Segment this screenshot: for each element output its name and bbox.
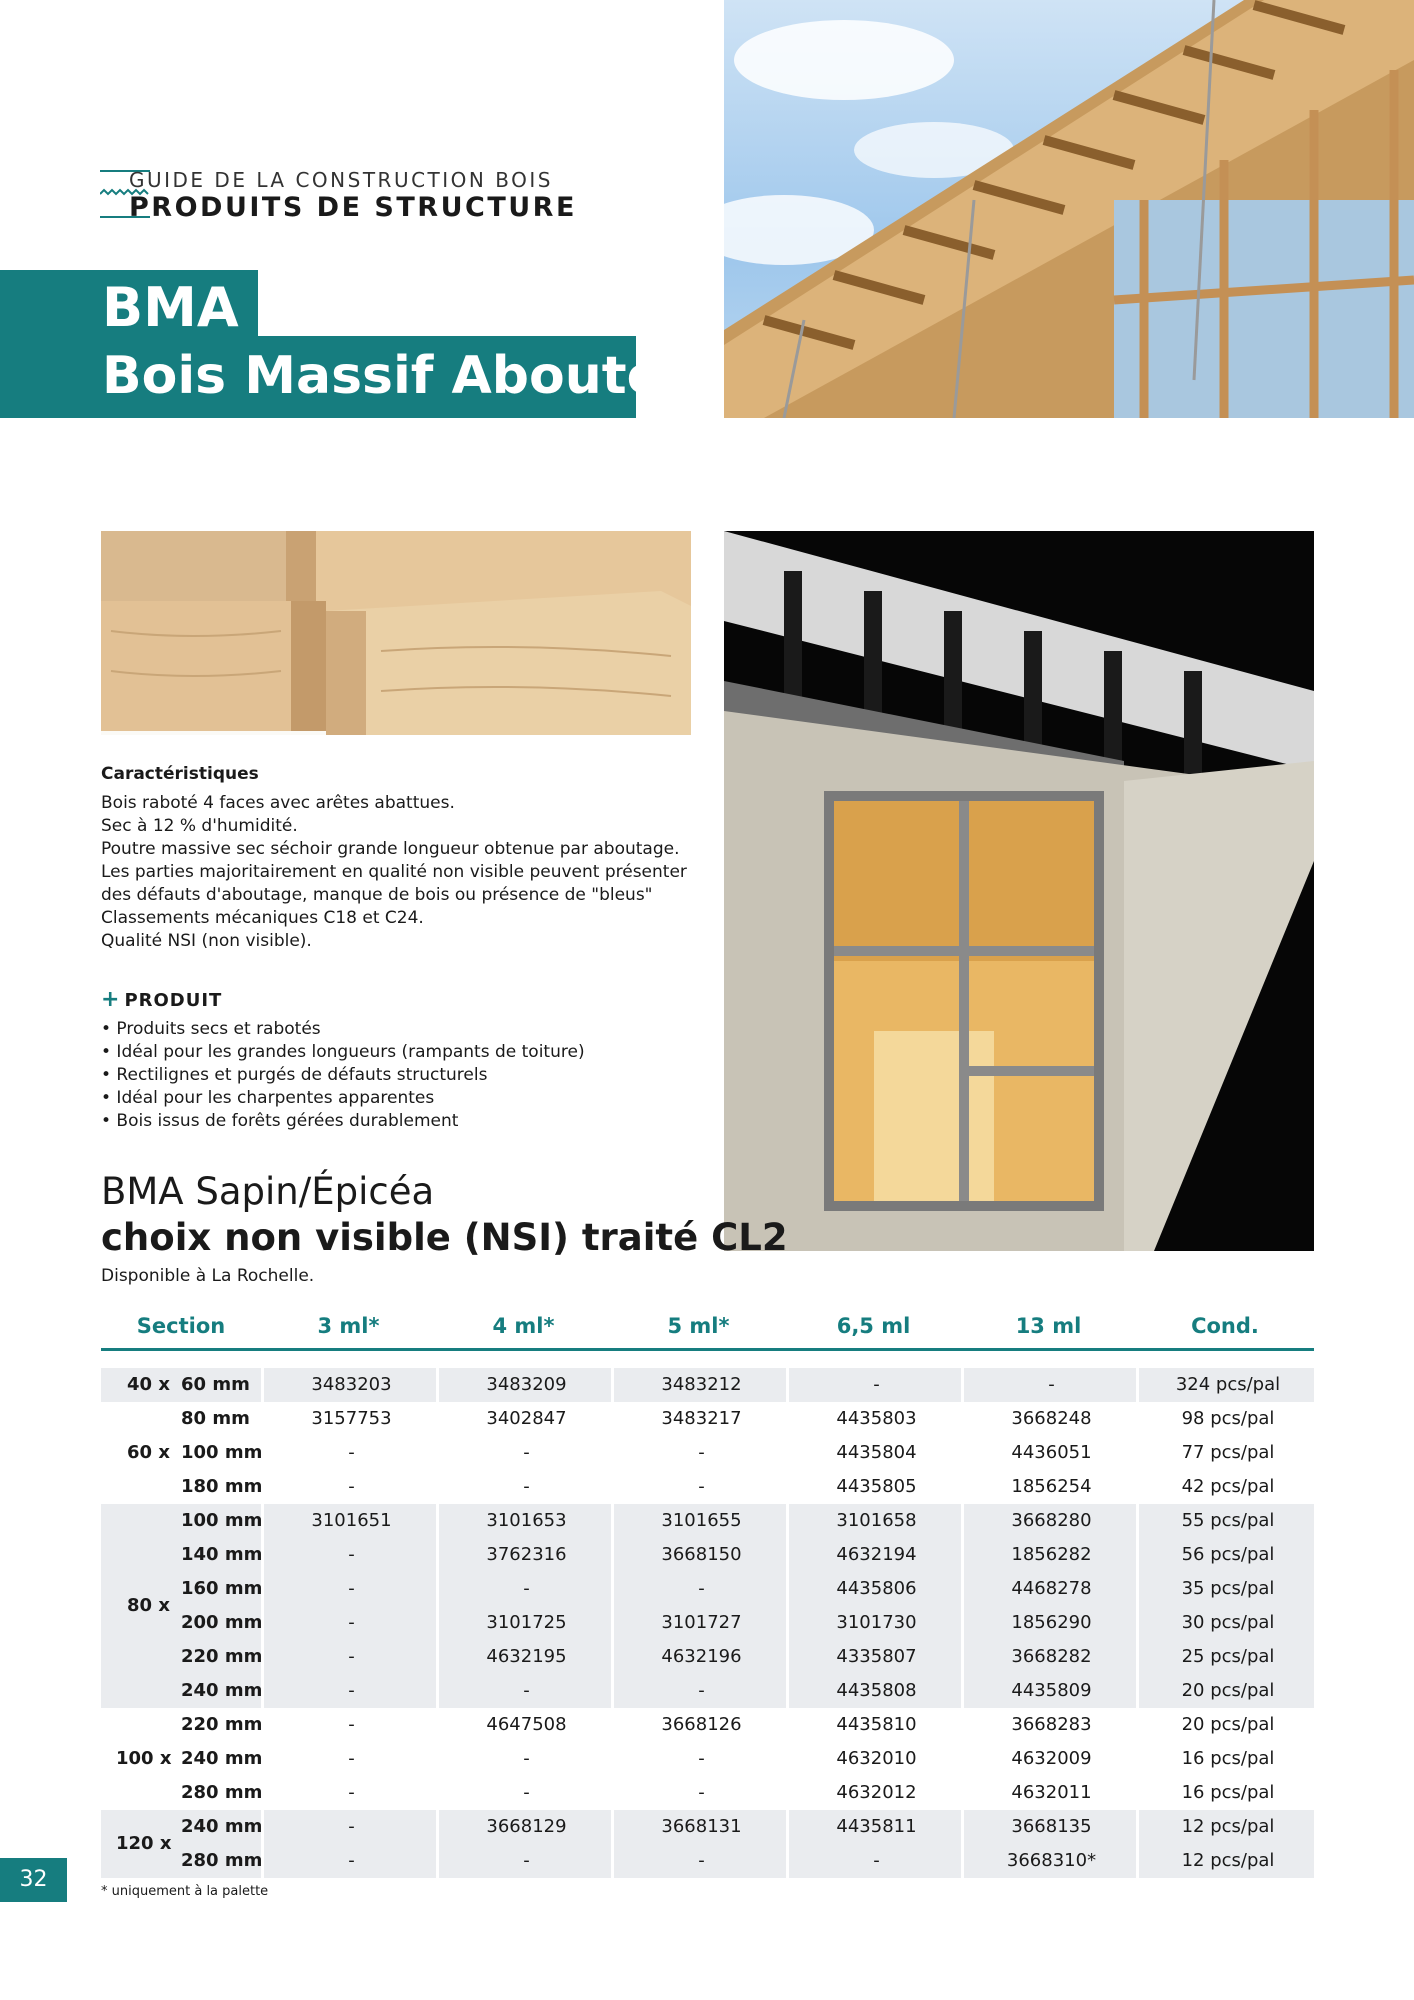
dimension-cell: 240 mm — [181, 1748, 263, 1769]
table-cell: - — [261, 1436, 439, 1470]
table-cell: 324 pcs/pal — [1136, 1368, 1317, 1402]
table-row — [101, 1810, 1314, 1844]
list-item: • Produits secs et rabotés — [101, 1019, 321, 1039]
dimension-cell: 100 mm — [181, 1510, 263, 1531]
table-row — [101, 1640, 1314, 1674]
dimension-cell: 160 mm — [181, 1578, 263, 1599]
dimension-cell: 100 mm — [181, 1442, 263, 1463]
table-cell: 3101730 — [786, 1606, 964, 1640]
table-cell: 3157753 — [261, 1402, 439, 1436]
table-cell: 98 pcs/pal — [1136, 1402, 1317, 1436]
table-cell: 3101651 — [261, 1504, 439, 1538]
table-cell: 3668310* — [961, 1844, 1139, 1878]
table-row — [101, 1844, 1314, 1878]
table-cell: 25 pcs/pal — [1136, 1640, 1317, 1674]
table-cell: - — [611, 1470, 789, 1504]
table-cell: 4435809 — [961, 1674, 1139, 1708]
table-cell: - — [261, 1708, 439, 1742]
header-4ml: 4 ml* — [492, 1314, 555, 1338]
table-cell: 55 pcs/pal — [1136, 1504, 1317, 1538]
table-cell: 3668129 — [436, 1810, 614, 1844]
section-width-label: 100 x — [116, 1748, 172, 1769]
table-cell: - — [261, 1640, 439, 1674]
table-cell: - — [261, 1742, 439, 1776]
dimension-cell: 80 mm — [181, 1408, 250, 1429]
table-cell: 3483209 — [436, 1368, 614, 1402]
list-item: • Rectilignes et purgés de défauts structurels — [101, 1065, 488, 1085]
table-cell: 4632195 — [436, 1640, 614, 1674]
page-subtitle: Bois Massif Abouté — [102, 346, 662, 406]
lumber-beams-photo — [101, 531, 691, 735]
table-cell: 4335807 — [786, 1640, 964, 1674]
dimension-cell: 240 mm — [181, 1816, 263, 1837]
table-cell: 4436051 — [961, 1436, 1139, 1470]
table-cell: - — [436, 1742, 614, 1776]
window-facade-photo — [724, 531, 1314, 1251]
table-row — [101, 1504, 1314, 1538]
section-width-label: 40 x — [127, 1374, 170, 1395]
table-row — [101, 1742, 1314, 1776]
table-cell: - — [436, 1844, 614, 1878]
table-cell: 4632196 — [611, 1640, 789, 1674]
header-5ml: 5 ml* — [667, 1314, 730, 1338]
table-cell: 30 pcs/pal — [1136, 1606, 1317, 1640]
table-cell: 4435803 — [786, 1402, 964, 1436]
table-cell: - — [261, 1606, 439, 1640]
dimension-cell: 240 mm — [181, 1680, 263, 1701]
table-cell: - — [261, 1572, 439, 1606]
table-row — [101, 1470, 1314, 1504]
dimension-cell: 180 mm — [181, 1476, 263, 1497]
table-cell: 3668280 — [961, 1504, 1139, 1538]
table-row — [101, 1436, 1314, 1470]
characteristics-heading: Caractéristiques — [101, 764, 259, 784]
table-cell: 3101658 — [786, 1504, 964, 1538]
table-cell: 12 pcs/pal — [1136, 1810, 1317, 1844]
characteristics-line: Poutre massive sec séchoir grande longueur obtenue par aboutage. — [101, 839, 680, 859]
table-cell: 4435806 — [786, 1572, 964, 1606]
table-cell: - — [786, 1844, 964, 1878]
list-item: • Bois issus de forêts gérées durablement — [101, 1111, 459, 1131]
table-cell: 3668135 — [961, 1810, 1139, 1844]
dimension-cell: 140 mm — [181, 1544, 263, 1565]
section-label: PRODUITS DE STRUCTURE — [129, 192, 577, 223]
table-cell: 4435811 — [786, 1810, 964, 1844]
list-item: • Idéal pour les grandes longueurs (rampants de toiture) — [101, 1042, 585, 1062]
product-list — [101, 1018, 585, 1133]
characteristics-line: Sec à 12 % d'humidité. — [101, 816, 298, 836]
table-cell: 4632010 — [786, 1742, 964, 1776]
table-row — [101, 1776, 1314, 1810]
table-cell: - — [611, 1742, 789, 1776]
table-cell: 12 pcs/pal — [1136, 1844, 1317, 1878]
table-cell: 4435808 — [786, 1674, 964, 1708]
table-cell: - — [436, 1572, 614, 1606]
dimension-cell: 220 mm — [181, 1714, 263, 1735]
table-row — [101, 1572, 1314, 1606]
table-cell: 3668131 — [611, 1810, 789, 1844]
table-subtitle: choix non visible (NSI) traité CL2 — [101, 1216, 788, 1259]
table-cell: 20 pcs/pal — [1136, 1674, 1317, 1708]
availability-note: Disponible à La Rochelle. — [101, 1266, 315, 1286]
product-heading-label: PRODUIT — [124, 990, 223, 1011]
characteristics-line: Bois raboté 4 faces avec arêtes abattues. — [101, 793, 455, 813]
table-cell: 4435804 — [786, 1436, 964, 1470]
table-cell: 4632009 — [961, 1742, 1139, 1776]
table-cell: 4468278 — [961, 1572, 1139, 1606]
table-cell: 3762316 — [436, 1538, 614, 1572]
dimension-cell: 200 mm — [181, 1612, 263, 1633]
dimension-cell: 280 mm — [181, 1782, 263, 1803]
table-row — [101, 1606, 1314, 1640]
table-cell: 3101725 — [436, 1606, 614, 1640]
page-number: 32 — [0, 1858, 67, 1902]
table-cell: 3668248 — [961, 1402, 1139, 1436]
table-cell: 3101653 — [436, 1504, 614, 1538]
section-width-label: 120 x — [116, 1833, 172, 1854]
list-item: • Idéal pour les charpentes apparentes — [101, 1088, 435, 1108]
table-cell: 3402847 — [436, 1402, 614, 1436]
table-cell: - — [261, 1776, 439, 1810]
dimension-cell: 280 mm — [181, 1850, 263, 1871]
table-cell: - — [611, 1674, 789, 1708]
dimension-cell: 220 mm — [181, 1646, 263, 1667]
table-cell: - — [786, 1368, 964, 1402]
dimension-cell: 60 mm — [181, 1374, 250, 1395]
table-cell: - — [436, 1674, 614, 1708]
table-cell: 4632011 — [961, 1776, 1139, 1810]
table-cell: 3668126 — [611, 1708, 789, 1742]
table-cell: - — [261, 1810, 439, 1844]
table-cell: 16 pcs/pal — [1136, 1742, 1317, 1776]
table-cell: 35 pcs/pal — [1136, 1572, 1317, 1606]
table-header — [101, 1312, 1314, 1351]
table-cell: 1856282 — [961, 1538, 1139, 1572]
table-cell: 4632194 — [786, 1538, 964, 1572]
table-cell: 3483217 — [611, 1402, 789, 1436]
table-row — [101, 1368, 1314, 1402]
section-width-label: 60 x — [127, 1442, 170, 1463]
table-cell: 3668282 — [961, 1640, 1139, 1674]
table-cell: - — [961, 1368, 1139, 1402]
table-cell: 3101727 — [611, 1606, 789, 1640]
table-cell: - — [261, 1470, 439, 1504]
table-cell: 1856254 — [961, 1470, 1139, 1504]
characteristics-text — [101, 792, 701, 953]
section-width-label: 80 x — [127, 1595, 170, 1616]
table-cell: 4435805 — [786, 1470, 964, 1504]
table-cell: 3668150 — [611, 1538, 789, 1572]
table-cell: 16 pcs/pal — [1136, 1776, 1317, 1810]
characteristics-line: des défauts d'aboutage, manque de bois ou présence de "bleus" — [101, 885, 653, 905]
header-13ml: 13 ml — [1015, 1314, 1082, 1338]
table-cell: - — [436, 1436, 614, 1470]
table-cell: 4647508 — [436, 1708, 614, 1742]
guide-label: GUIDE DE LA CONSTRUCTION BOIS — [129, 168, 553, 192]
table-cell: - — [261, 1844, 439, 1878]
plus-icon: + — [101, 987, 121, 1012]
characteristics-line: Qualité NSI (non visible). — [101, 931, 312, 951]
table-cell: - — [611, 1436, 789, 1470]
table-cell: - — [611, 1572, 789, 1606]
table-cell: 42 pcs/pal — [1136, 1470, 1317, 1504]
table-row — [101, 1402, 1314, 1436]
table-row — [101, 1708, 1314, 1742]
header-section: Section — [136, 1314, 226, 1338]
table-cell: 4435810 — [786, 1708, 964, 1742]
table-cell: - — [611, 1844, 789, 1878]
table-cell: 77 pcs/pal — [1136, 1436, 1317, 1470]
table-cell: 3483203 — [261, 1368, 439, 1402]
roof-overhang-photo — [724, 0, 1414, 418]
table-cell: 4632012 — [786, 1776, 964, 1810]
table-cell: - — [436, 1470, 614, 1504]
page-title: BMA — [102, 276, 239, 339]
header-cond: Cond. — [1191, 1314, 1259, 1338]
header-6-5ml: 6,5 ml — [836, 1314, 911, 1338]
product-heading — [101, 987, 222, 1012]
table-cell: 1856290 — [961, 1606, 1139, 1640]
footnote: * uniquement à la palette — [101, 1884, 269, 1899]
table-cell: 20 pcs/pal — [1136, 1708, 1317, 1742]
table-cell: - — [261, 1674, 439, 1708]
header-3ml: 3 ml* — [317, 1314, 380, 1338]
table-cell: 3483212 — [611, 1368, 789, 1402]
table-row — [101, 1538, 1314, 1572]
characteristics-line: Classements mécaniques C18 et C24. — [101, 908, 424, 928]
table-cell: 3101655 — [611, 1504, 789, 1538]
table-row — [101, 1674, 1314, 1708]
table-cell: - — [611, 1776, 789, 1810]
table-title: BMA Sapin/Épicéa — [101, 1170, 435, 1213]
table-cell: 3668283 — [961, 1708, 1139, 1742]
table-cell: - — [261, 1538, 439, 1572]
table-cell: 56 pcs/pal — [1136, 1538, 1317, 1572]
table-cell: - — [436, 1776, 614, 1810]
characteristics-line: Les parties majoritairement en qualité non visible peuvent présenter — [101, 862, 687, 882]
